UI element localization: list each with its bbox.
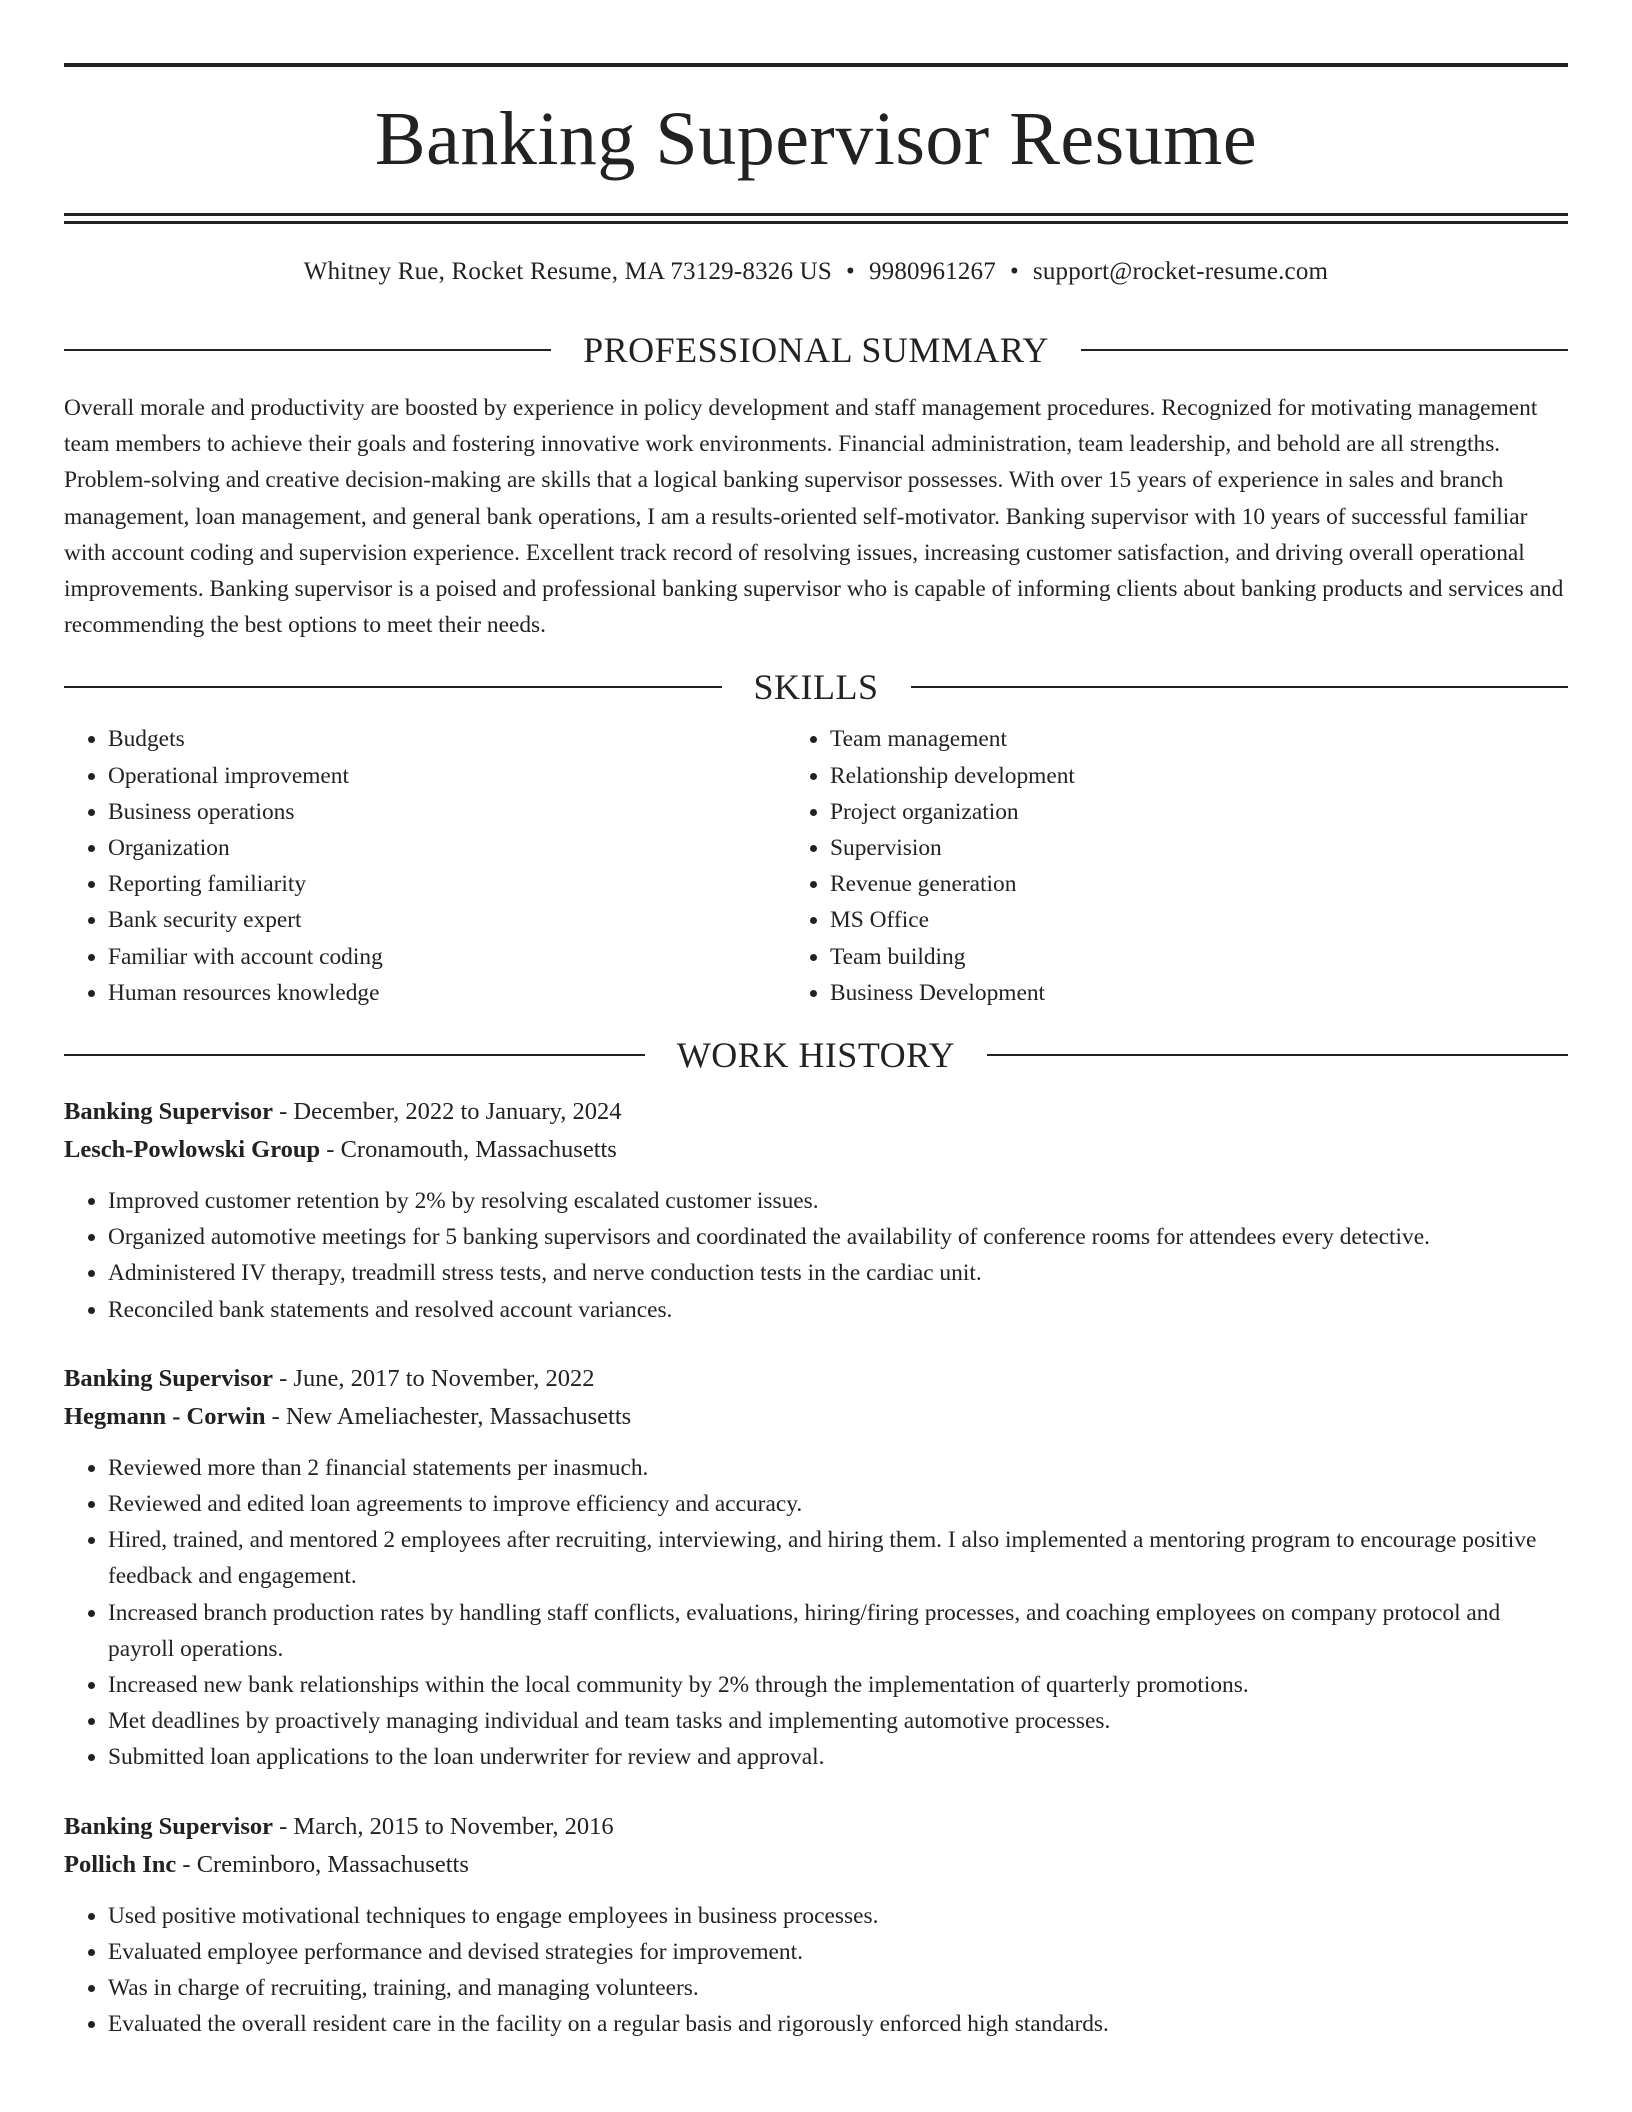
job-company: Pollich Inc (64, 1850, 177, 1878)
skill-item: • Supervision (830, 830, 1548, 866)
job-title-line (64, 1808, 1568, 1846)
skills-column-right (806, 721, 1548, 1011)
job-bullet: • Reconciled bank statements and resolved account variances. (108, 1292, 1568, 1328)
job-bullet: • Hired, trained, and mentored 2 employees after recruiting, interviewing, and hiring them. I also implemented a mentoring program to encourage positive feedback and engagement. (108, 1522, 1568, 1594)
section-title-summary: PROFESSIONAL SUMMARY (583, 330, 1049, 370)
job-title-line (64, 1093, 1568, 1131)
skill-item: • Budgets (108, 721, 806, 757)
section-heading-summary (64, 328, 1568, 372)
job-role: Banking Supervisor (64, 1364, 273, 1392)
skill-item: • Human resources knowledge (108, 975, 806, 1011)
job-bullet: • Used positive motivational techniques to engage employees in business processes. (108, 1898, 1568, 1934)
skills-column-left (64, 721, 806, 1011)
skill-item: • Team management (830, 721, 1548, 757)
job-company-line (64, 1131, 1568, 1169)
section-title-work: WORK HISTORY (676, 1035, 956, 1076)
skills-list (64, 721, 1568, 1011)
contact-line (64, 256, 1568, 288)
job-location: - Cronamouth, Massachusetts (320, 1136, 617, 1164)
job-location: - Creminboro, Massachusetts (176, 1850, 469, 1878)
heading-rule-right (911, 686, 1569, 688)
heading-rule-right (1081, 349, 1568, 351)
skill-item: • Business operations (108, 794, 806, 830)
job-bullet: • Administered IV therapy, treadmill stress tests, and nerve conduction tests in the cardiac unit. (108, 1255, 1568, 1291)
job-bullet: • Improved customer retention by 2% by resolving escalated customer issues. (108, 1183, 1568, 1219)
job-location: - New Ameliachester, Massachusetts (265, 1402, 632, 1430)
resume-page (64, 63, 1568, 2043)
job-bullet: • Reviewed and edited loan agreements to improve efficiency and accuracy. (108, 1486, 1568, 1522)
work-history-list (64, 1093, 1568, 2042)
skill-item: • Bank security expert (108, 902, 806, 938)
skill-item: • Revenue generation (830, 866, 1548, 902)
contact-email: support@rocket-resume.com (1032, 258, 1329, 285)
skill-item: • MS Office (830, 902, 1548, 938)
job-bullet: • Organized automotive meetings for 5 banking supervisors and coordinated the availability of conference rooms for attendees every detective. (108, 1219, 1568, 1255)
section-heading-skills (64, 665, 1568, 709)
heading-rule-left (64, 1054, 645, 1056)
top-rule (64, 63, 1568, 67)
job-bullets (64, 1898, 1568, 2043)
title-double-rule (64, 213, 1568, 224)
resume-title: Banking Supervisor Resume (374, 97, 1258, 181)
job-bullets (64, 1450, 1568, 1776)
job-title-line (64, 1360, 1568, 1398)
skill-item: • Business Development (830, 975, 1548, 1011)
heading-rule-left (64, 686, 722, 688)
skill-item: • Organization (108, 830, 806, 866)
job-dates: - March, 2015 to November, 2016 (273, 1812, 614, 1840)
skill-item: • Operational improvement (108, 758, 806, 794)
job-bullets (64, 1183, 1568, 1328)
job-entry (64, 1808, 1568, 2043)
contact-phone: 9980961267 (868, 258, 996, 285)
job-role: Banking Supervisor (64, 1812, 273, 1840)
job-bullet: • Evaluated the overall resident care in the facility on a regular basis and rigorously enforced high standards. (108, 2006, 1568, 2042)
section-heading-work (64, 1033, 1568, 1077)
job-dates: - December, 2022 to January, 2024 (273, 1098, 622, 1126)
job-bullet: • Reviewed more than 2 financial statements per inasmuch. (108, 1450, 1568, 1486)
job-bullet: • Evaluated employee performance and devised strategies for improvement. (108, 1934, 1568, 1970)
skill-item: • Reporting familiarity (108, 866, 806, 902)
contact-address: Whitney Rue, Rocket Resume, MA 73129-8326 US (303, 258, 832, 285)
job-dates: - June, 2017 to November, 2022 (273, 1364, 595, 1392)
skill-item: • Familiar with account coding (108, 939, 806, 975)
job-entry (64, 1360, 1568, 1776)
section-title-skills: SKILLS (753, 667, 879, 708)
skill-item: • Relationship development (830, 758, 1548, 794)
summary-paragraph: Overall morale and productivity are boosted by experience in policy development and staff management procedures. Recognized for motivating management team members to achieve their goals and fostering innovative work environments. Financial administration, team leadership, and behold are all strengths. Problem-solving and creative decision-making are skills that a logical banking supervisor possesses. With over 15 years of experience in sales and branch management, loan management, and general bank operations, I am a results-oriented self-motivator. Banking supervisor with 10 years of successful familiar with account coding and supervision experience. Excellent track record of resolving issues, increasing customer satisfaction, and driving overall operational improvements. Banking supervisor is a poised and professional banking supervisor who is capable of informing clients about banking products and services and recommending the best options to meet their needs. (64, 395, 1564, 639)
skill-item: • Project organization (830, 794, 1548, 830)
job-role: Banking Supervisor (64, 1098, 273, 1126)
contact-separator: • (846, 258, 855, 285)
heading-rule-left (64, 349, 551, 351)
job-entry (64, 1093, 1568, 1328)
job-company-line (64, 1398, 1568, 1436)
skill-item: • Team building (830, 939, 1548, 975)
job-company-line (64, 1846, 1568, 1884)
job-bullet: • Met deadlines by proactively managing individual and team tasks and implementing automotive processes. (108, 1703, 1568, 1739)
heading-rule-right (987, 1054, 1568, 1056)
job-bullet: • Increased branch production rates by handling staff conflicts, evaluations, hiring/firing processes, and coaching employees on company protocol and payroll operations. (108, 1595, 1568, 1667)
job-company: Hegmann - Corwin (64, 1402, 266, 1430)
contact-separator: • (1009, 258, 1019, 285)
job-company: Lesch-Powlowski Group (64, 1136, 321, 1164)
job-bullet: • Submitted loan applications to the loan underwriter for review and approval. (108, 1739, 1568, 1775)
job-bullet: • Was in charge of recruiting, training, and managing volunteers. (108, 1970, 1568, 2006)
job-bullet: • Increased new bank relationships within the local community by 2% through the implementation of quarterly promotions. (108, 1667, 1568, 1703)
